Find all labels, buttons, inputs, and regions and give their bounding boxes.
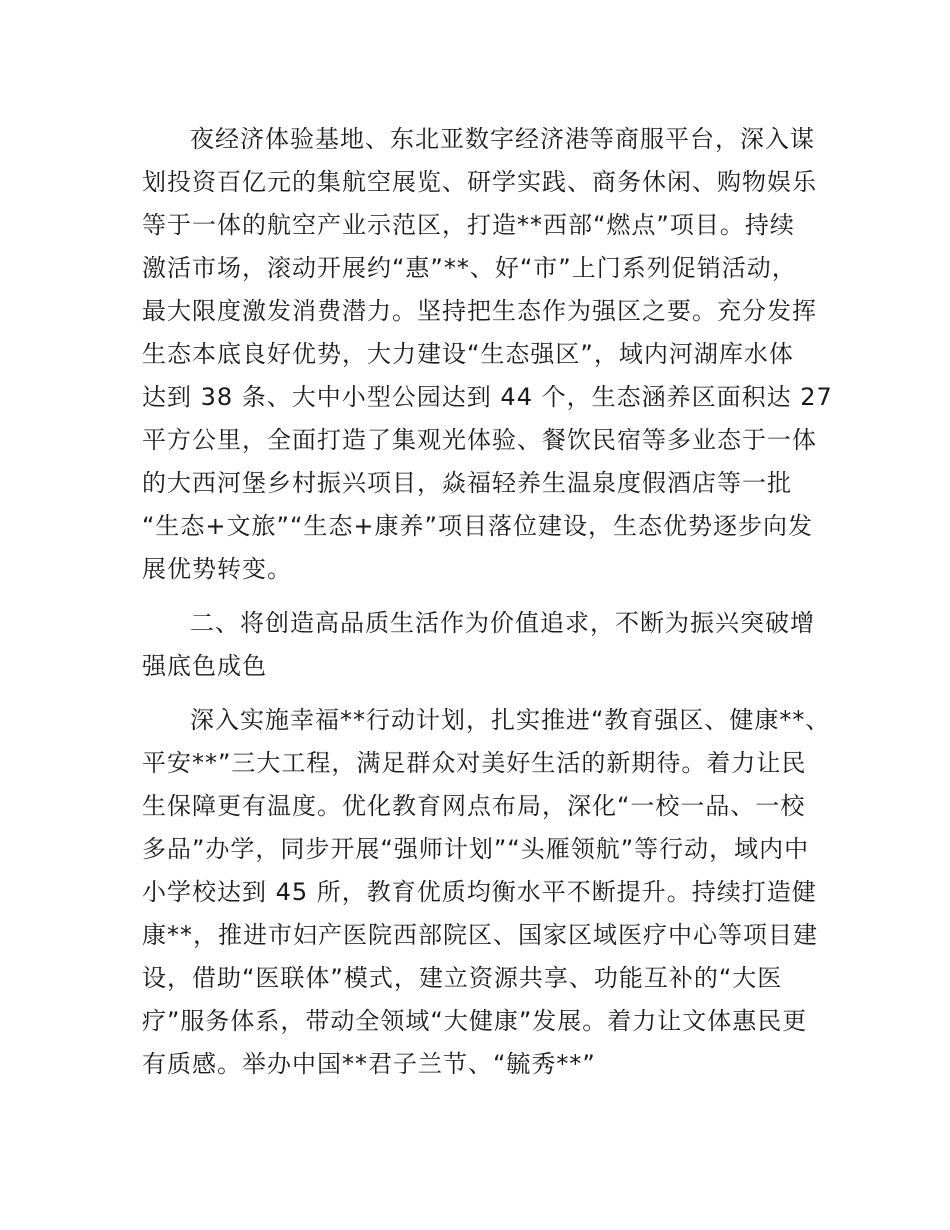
text-line: 生态本底良好优势，大力建设“生态强区”，域内河湖库水体 xyxy=(142,340,794,368)
text-line: 深入实施幸福**行动计划，扎实推进“教育强区、健康**、 xyxy=(190,706,831,734)
text-line: 康**，推进市妇产医院西部院区、国家区域医疗中心等项目建 xyxy=(142,921,818,949)
text-line: 达到 38 条、大中小型公园达到 44 个，生态涵养区面积达 27 xyxy=(142,383,833,411)
section-heading: 强底色成色 xyxy=(142,652,267,680)
section-heading: 二、将创造高品质生活作为价值追求，不断为振兴突破增 xyxy=(190,609,815,637)
text-line: 平安**”三大工程，满足群众对美好生活的新期待。着力让民 xyxy=(142,749,807,777)
text-line: 平方公里，全面打造了集观光体验、餐饮民宿等多业态于一体 xyxy=(142,426,817,454)
text-line: 划投资百亿元的集航空展览、研学实践、商务休闲、购物娱乐 xyxy=(142,168,817,196)
text-line: “生态+文旅”“生态+康养”项目落位建设，生态优势逐步向发 xyxy=(142,512,813,540)
text-line: 生保障更有温度。优化教育网点布局，深化“一校一品、一校 xyxy=(142,792,806,820)
text-line: 的大西河堡乡村振兴项目，焱福轻养生温泉度假酒店等一批 xyxy=(142,469,792,497)
text-line: 多品”办学，同步开展“强师计划”“头雁领航”等行动，域内中 xyxy=(142,835,810,863)
text-line: 小学校达到 45 所，教育优质均衡水平不断提升。持续打造健 xyxy=(142,878,817,906)
text-line: 等于一体的航空产业示范区，打造**西部“燃点”项目。持续 xyxy=(142,211,795,239)
text-line: 疗”服务体系，带动全领域“大健康”发展。着力让文体惠民更 xyxy=(142,1007,808,1035)
text-line: 设，借助“医联体”模式，建立资源共享、功能互补的“大医 xyxy=(142,964,783,992)
text-line: 展优势转变。 xyxy=(142,555,292,583)
document-body xyxy=(142,118,833,1086)
text-line: 夜经济体验基地、东北亚数字经济港等商服平台，深入谋 xyxy=(190,125,815,153)
text-line: 激活市场，滚动开展约“惠”**、好“市”上门系列促销活动， xyxy=(142,254,797,282)
text-line: 最大限度激发消费潜力。坚持把生态作为强区之要。充分发挥 xyxy=(142,297,817,325)
text-line: 有质感。举办中国**君子兰节、“毓秀**” xyxy=(142,1050,596,1078)
